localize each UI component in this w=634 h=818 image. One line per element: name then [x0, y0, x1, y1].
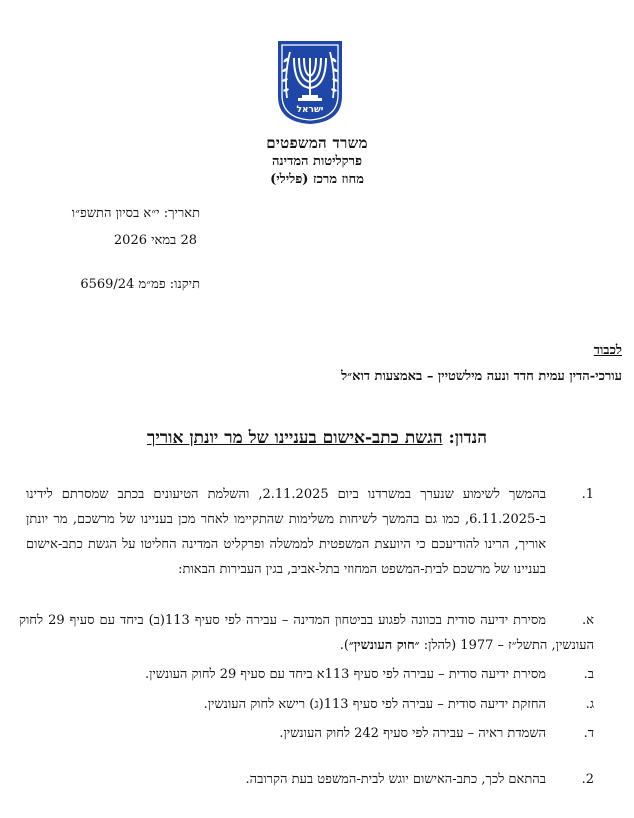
paragraph-number: 1. [581, 487, 594, 502]
list-item-letter: ג. [585, 697, 594, 712]
ministry-name: משרד המשפטים [266, 134, 368, 152]
list-item [19, 662, 594, 687]
list-item-letter: ב. [583, 667, 594, 682]
list-item-text: החזקת ידיעה סודית – עבירה לפי סעיף 113(ג) רישא לחוק העונשין. [203, 697, 546, 712]
subject-heading [0, 428, 634, 448]
subject-prefix: הנדון: [448, 428, 487, 448]
office-name: פרקליטות המדינה [271, 154, 363, 169]
paragraph-body: בהמשך לשימוע שנערך במשרדנו ביום 2.11.2025, והשלמת הטיעונים בכתב שמסרתם לידינו ב-6.11.2025, כמו גם בהמשך לשיחות משלימות שהתקיימו לאחר מכן בעניינו של מרשכם, מר יונתן אוריך, הרינו להודיעכם כי היועצת המשפטית לממשלה ופרקליט המדינה החליטו על הגשת כתב-אישום בעניינו של מרשכם לבית-המשפט המחוזי בתל-אביב, בגין העבירות הבאות: [26, 487, 546, 577]
recipient-line: עורכי-הדין עמית חדד ונעה מילשטיין – באמצעות דוא״ל [341, 369, 622, 384]
date-gregorian: 28 במאי 2026 [113, 233, 197, 248]
recipient-label: לכבוד [593, 343, 622, 358]
state-emblem-icon [275, 38, 345, 126]
list-item-defined-term: ״חוק העונשין״ [348, 638, 420, 653]
list-item-text: מסירת ידיעה סודית – עבירה לפי סעיף 113א ביחד עם סעיף 29 לחוק העונשין. [144, 667, 546, 682]
list-item [19, 692, 594, 717]
paragraph-number: 2. [581, 772, 594, 787]
district-name: מחוז מרכז (פלילי) [270, 172, 364, 187]
list-item-letter: א. [582, 613, 594, 628]
list-item [19, 608, 594, 658]
paragraph-body: בהתאם לכך, כתב-האישום יוגש לבית-המשפט בעת הקרובה. [245, 772, 546, 787]
list-item-text: מסירת ידיעה סודית בכוונה לפגוע בביטחון המדינה – עבירה לפי סעיף 113(ב) ביחד עם סעיף 29 לחוק העונשין, התשל״ז – 1977 (להלן: [19, 613, 594, 653]
date-hebrew: תאריך: י״א בסיון התשפ״ו [71, 206, 200, 221]
list-item [19, 721, 594, 746]
subject-text: הגשת כתב-אישום בעניינו של מר יונתן אוריך [147, 428, 443, 448]
svg-text:ישראל: ישראל [296, 105, 324, 115]
list-item-text: השמדת ראיה – עבירה לפי סעיף 242 לחוק העונשין. [279, 726, 546, 741]
file-reference: תיקנו: פמ״מ 6569/24 [80, 277, 200, 292]
list-item-end: ). [339, 638, 349, 653]
list-item-letter: ד. [583, 726, 594, 741]
